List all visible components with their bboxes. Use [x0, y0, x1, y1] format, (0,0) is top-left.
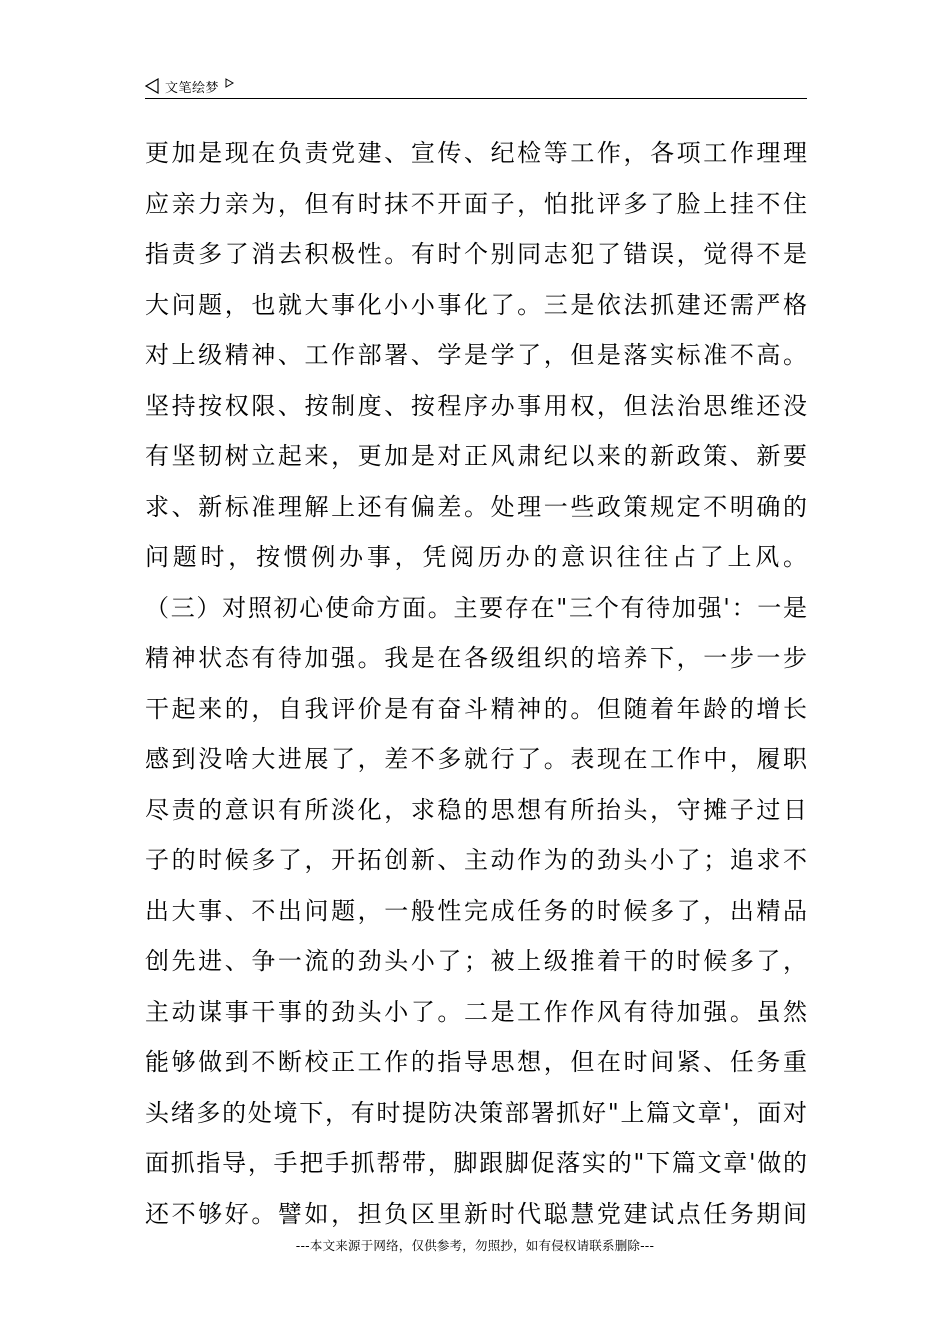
body-line: 主动谋事干事的劲头小了。二是工作作风有待加强。虽然 [145, 997, 807, 1026]
body-line: 出大事、不出问题，一般性完成任务的时候多了，出精品 [145, 896, 807, 925]
header-brand: 文笔绘梦 [165, 80, 220, 96]
body-line: 感到没啥大进展了，差不多就行了。表现在工作中，履职 [145, 745, 807, 773]
body-line: 问题时，按惯例办事，凭阅历办的意识往往占了上风。 [145, 543, 807, 571]
body-line: 更加是现在负责党建、宣传、纪检等工作，各项工作理理 [145, 139, 807, 167]
body-line: 求、新标准理解上还有偏差。处理一些政策规定不明确的 [145, 492, 807, 521]
body-line: 创先进、争一流的劲头小了；被上级推着干的时候多了， [145, 947, 807, 975]
body-line: 头绪多的处境下，有时提防决策部署抓好"上篇文章'，面对 [145, 1098, 807, 1127]
triangle-right-outline-icon [225, 78, 234, 88]
body-line: 应亲力亲为，但有时抹不开面子，怕批评多了脸上挂不住 [145, 189, 807, 218]
body-line: 尽责的意识有所淡化，求稳的思想有所抬头，守摊子过日 [145, 795, 807, 824]
body-line: 有坚韧树立起来，更加是对正风肃纪以来的新政策、新要 [145, 442, 807, 470]
body-line: 对上级精神、工作部署、学是学了，但是落实标准不高。 [145, 341, 807, 369]
body-line: 还不够好。譬如，担负区里新时代聪慧党建试点任务期间 [145, 1199, 807, 1228]
body-line: 指责多了消去积极性。有时个别同志犯了错误，觉得不是 [145, 240, 807, 268]
body-line: 坚持按权限、按制度、按程序办事用权，但法治思维还没 [145, 391, 807, 420]
body-line: 干起来的，自我评价是有奋斗精神的。但随着年龄的增长 [145, 694, 807, 723]
body-line: 面抓指导，手把手抓帮带，脚跟脚促落实的"下篇文章'做的 [145, 1149, 807, 1177]
body-line: 大问题，也就大事化小小事化了。三是依法抓建还需严格 [145, 290, 807, 319]
footer-disclaimer: ---本文来源于网络，仅供参考，勿照抄，如有侵权请联系删除--- [295, 1238, 655, 1253]
document-body [145, 128, 810, 1239]
page-header [145, 74, 807, 99]
body-line: （三）对照初心使命方面。主要存在"三个有待加强'：一是 [145, 593, 807, 622]
triangle-left-outline-icon [145, 78, 159, 94]
body-line: 精神状态有待加强。我是在各级组织的培养下，一步一步 [145, 644, 807, 672]
body-line: 子的时候多了，开拓创新、主动作为的劲头小了；追求不 [145, 846, 807, 874]
body-line: 能够做到不断校正工作的指导思想，但在时间紧、任务重 [145, 1048, 807, 1076]
